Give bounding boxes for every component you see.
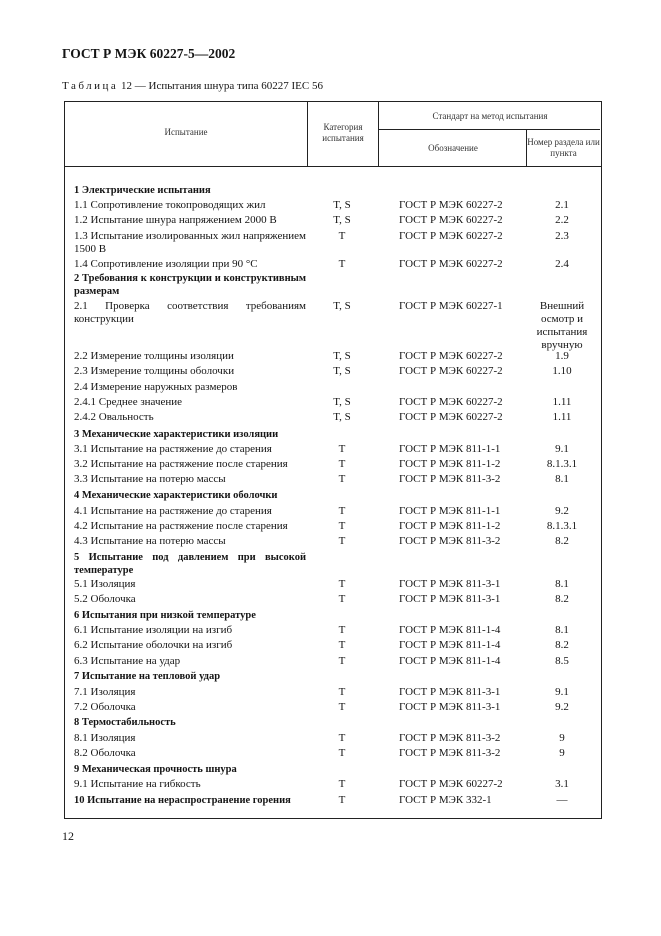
table-row: [74, 258, 604, 273]
table-row: [74, 230, 604, 258]
row-test-name: 7.1 Изоляция: [74, 686, 136, 698]
table-row: [74, 624, 604, 639]
row-test-name: 4.3 Испытание на потерю массы: [74, 535, 226, 547]
table-row: [74, 551, 604, 579]
table-row: [74, 639, 604, 654]
row-category: T: [338, 655, 346, 667]
row-designation: ГОСТ Р МЭК 60227-2: [399, 199, 503, 211]
row-test-name: 5 Испытание под давлением при высокой температуре: [74, 552, 306, 576]
page-number: 12: [62, 829, 74, 843]
row-test-name: 3.3 Испытание на потерю массы: [74, 473, 226, 485]
header-bottom-rule: [64, 166, 601, 167]
row-designation: ГОСТ Р МЭК 811-3-2: [399, 535, 501, 547]
row-test-name: 4.2 Испытание на растяжение после старения: [74, 520, 288, 532]
row-designation: ГОСТ Р МЭК 60227-2: [399, 396, 503, 408]
row-designation: ГОСТ Р МЭК 811-3-2: [399, 732, 501, 744]
row-test-name: 2.4 Измерение наружных размеров: [74, 381, 238, 393]
col-divider-2: [378, 101, 379, 166]
table-row: [74, 732, 604, 747]
row-section: 9.1: [555, 686, 569, 698]
table-caption: [62, 80, 323, 92]
table-row: [74, 520, 604, 535]
row-test-name: 1.4 Сопротивление изоляции при 90 °С: [74, 258, 258, 270]
row-section: 8.1.3.1: [546, 520, 578, 532]
table-row: [74, 458, 604, 473]
row-section: 3.1: [555, 778, 569, 790]
row-category: T, S: [333, 300, 351, 312]
table-row: [74, 350, 604, 365]
row-test-name: 2.4.2 Овальность: [74, 411, 154, 423]
row-category: T: [338, 458, 346, 470]
row-test-name: 3.2 Испытание на растяжение после старения: [74, 458, 288, 470]
row-designation: ГОСТ Р МЭК 811-1-2: [399, 520, 501, 532]
table-row: [74, 505, 604, 520]
row-designation: ГОСТ Р МЭК 60227-2: [399, 411, 503, 423]
row-section: 9: [559, 732, 565, 744]
table-row: [74, 716, 604, 731]
document-header: ГОСТ Р МЭК 60227-5—2002: [62, 46, 236, 61]
table-row: [74, 489, 604, 504]
table-row: [74, 396, 604, 411]
table-row: [74, 593, 604, 608]
row-category: T: [338, 473, 346, 485]
table-row: [74, 609, 604, 624]
row-test-name: 9 Механическая прочность шнура: [74, 764, 237, 775]
row-test-name: 2 Требования к конструкции и конструктивным размерам: [74, 273, 306, 297]
row-section: 1.11: [552, 411, 572, 423]
header-designation: Обозначение: [428, 143, 478, 153]
row-category: T: [338, 747, 346, 759]
row-designation: ГОСТ Р МЭК 60227-2: [399, 230, 503, 242]
row-category: T: [338, 639, 346, 651]
row-section: —: [556, 794, 568, 806]
row-designation: ГОСТ Р МЭК 811-1-4: [399, 639, 501, 651]
row-designation: ГОСТ Р МЭК 811-3-2: [399, 747, 501, 759]
row-section: 2.2: [555, 214, 569, 226]
row-section: 8.2: [555, 593, 569, 605]
row-designation: ГОСТ Р МЭК 60227-2: [399, 258, 503, 270]
row-category: T: [338, 732, 346, 744]
table-row: [74, 272, 604, 300]
row-designation: ГОСТ Р МЭК 60227-2: [399, 214, 503, 226]
table-row: [74, 670, 604, 685]
table-row: [74, 473, 604, 488]
table-row: [74, 778, 604, 793]
row-designation: ГОСТ Р МЭК 811-3-1: [399, 701, 501, 713]
row-test-name: 9.1 Испытание на гибкость: [74, 778, 201, 790]
table-row: [74, 578, 604, 593]
row-category: T: [338, 593, 346, 605]
row-category: T, S: [333, 365, 351, 377]
row-test-name: 4 Механические характеристики оболочки: [74, 490, 278, 501]
row-designation: ГОСТ Р МЭК 811-3-1: [399, 578, 501, 590]
row-category: T: [338, 520, 346, 532]
row-test-name: 7 Испытание на тепловой удар: [74, 671, 221, 682]
row-section: 9.2: [555, 701, 569, 713]
row-test-name: 6 Испытания при низкой температуре: [74, 610, 256, 621]
row-designation: ГОСТ Р МЭК 811-1-4: [399, 655, 501, 667]
header-category: Категория испытания: [322, 122, 364, 143]
table-row: [74, 300, 604, 354]
row-test-name: 1.1 Сопротивление токопроводящих жил: [74, 199, 266, 211]
row-test-name: 6.3 Испытание на удар: [74, 655, 181, 667]
row-designation: ГОСТ Р МЭК 811-1-1: [399, 443, 501, 455]
row-test-name: 5.1 Изоляция: [74, 578, 136, 590]
row-section: 9.2: [555, 505, 569, 517]
row-category: T: [338, 535, 346, 547]
header-test: Испытание: [164, 127, 208, 137]
row-section: 2.3: [555, 230, 569, 242]
row-category: T: [338, 701, 346, 713]
row-category: T: [338, 505, 346, 517]
table-row: [74, 655, 604, 670]
row-test-name: 7.2 Оболочка: [74, 701, 136, 713]
table-row: [74, 214, 604, 229]
table-row: [74, 535, 604, 550]
table-row: [74, 686, 604, 701]
row-category: T, S: [333, 350, 351, 362]
row-test-name: 4.1 Испытание на растяжение до старения: [74, 505, 272, 517]
header-standard: Стандарт на метод испытания: [432, 111, 548, 121]
row-test-name: 1.3 Испытание изолированных жил напряжением 1500 В: [74, 230, 306, 255]
row-section: 9: [559, 747, 565, 759]
row-section: 1.9: [555, 350, 569, 362]
row-designation: ГОСТ Р МЭК 811-3-1: [399, 686, 501, 698]
row-designation: ГОСТ Р МЭК 811-3-2: [399, 473, 501, 485]
row-test-name: 5.2 Оболочка: [74, 593, 136, 605]
row-test-name: 6.1 Испытание изоляции на изгиб: [74, 624, 233, 636]
row-designation: ГОСТ Р МЭК 60227-2: [399, 350, 503, 362]
row-test-name: 3.1 Испытание на растяжение до старения: [74, 443, 272, 455]
row-category: T, S: [333, 214, 351, 226]
row-designation: ГОСТ Р МЭК 811-1-4: [399, 624, 501, 636]
row-test-name: 2.4.1 Среднее значение: [74, 396, 183, 408]
row-section: 8.5: [555, 655, 569, 667]
row-designation: ГОСТ Р МЭК 811-3-1: [399, 593, 501, 605]
table-row: [74, 199, 604, 214]
table-row: [74, 701, 604, 716]
table-row: [74, 365, 604, 380]
table-caption-text: 12 — Испытания шнура типа 60227 IEC 56: [121, 80, 323, 92]
row-category: T: [338, 443, 346, 455]
table-top-rule: [64, 101, 601, 102]
table-row: [74, 428, 604, 443]
table-caption-label: Таблица: [62, 80, 119, 92]
row-designation: ГОСТ Р МЭК 60227-2: [399, 365, 503, 377]
row-test-name: 10 Испытание на нераспространение горения: [74, 795, 291, 806]
col-divider-1: [307, 101, 308, 166]
row-test-name: 8 Термостабильность: [74, 717, 176, 728]
row-category: T: [338, 578, 346, 590]
row-category: T: [338, 624, 346, 636]
row-test-name: 2.2 Измерение толщины изоляции: [74, 350, 234, 362]
table-row: [74, 794, 604, 809]
table-row: [74, 184, 604, 199]
row-section: 8.1.3.1: [546, 458, 578, 470]
row-category: T, S: [333, 396, 351, 408]
row-section: 8.1: [555, 624, 569, 636]
row-section: 1.10: [552, 365, 572, 377]
row-section: 8.2: [555, 535, 569, 547]
row-designation: ГОСТ Р МЭК 811-1-2: [399, 458, 501, 470]
row-test-name: 2.1 Проверка соответствия требованиям конструкции: [74, 300, 306, 325]
row-category: T, S: [333, 199, 351, 211]
table-row: [74, 747, 604, 762]
row-category: T: [338, 686, 346, 698]
row-section: 2.1: [555, 199, 569, 211]
row-designation: ГОСТ Р МЭК 332-1: [399, 794, 492, 806]
row-section: 8.1: [555, 473, 569, 485]
row-test-name: 1 Электрические испытания: [74, 185, 211, 196]
row-category: T: [338, 230, 346, 242]
row-section: 2.4: [555, 258, 569, 270]
row-category: T: [338, 778, 346, 790]
row-test-name: 8.1 Изоляция: [74, 732, 136, 744]
row-section: Внешний осмотр и испытания вручную: [536, 300, 588, 351]
header-section: Номер раздела или пункта: [527, 137, 600, 158]
row-designation: ГОСТ Р МЭК 60227-1: [399, 300, 503, 312]
row-test-name: 8.2 Оболочка: [74, 747, 136, 759]
table-row: [74, 381, 604, 396]
row-section: 9.1: [555, 443, 569, 455]
table-row: [74, 763, 604, 778]
row-category: T: [338, 258, 346, 270]
standard-divider-rule: [378, 129, 600, 130]
row-section: 8.1: [555, 578, 569, 590]
row-test-name: 1.2 Испытание шнура напряжением 2000 В: [74, 214, 277, 226]
row-designation: ГОСТ Р МЭК 60227-2: [399, 778, 503, 790]
row-section: 1.11: [552, 396, 572, 408]
row-designation: ГОСТ Р МЭК 811-1-1: [399, 505, 501, 517]
table-row: [74, 411, 604, 426]
table-row: [74, 443, 604, 458]
row-category: T, S: [333, 411, 351, 423]
row-test-name: 2.3 Измерение толщины оболочки: [74, 365, 235, 377]
row-test-name: 3 Механические характеристики изоляции: [74, 429, 279, 440]
row-test-name: 6.2 Испытание оболочки на изгиб: [74, 639, 233, 651]
row-category: T: [338, 794, 346, 806]
row-section: 8.2: [555, 639, 569, 651]
